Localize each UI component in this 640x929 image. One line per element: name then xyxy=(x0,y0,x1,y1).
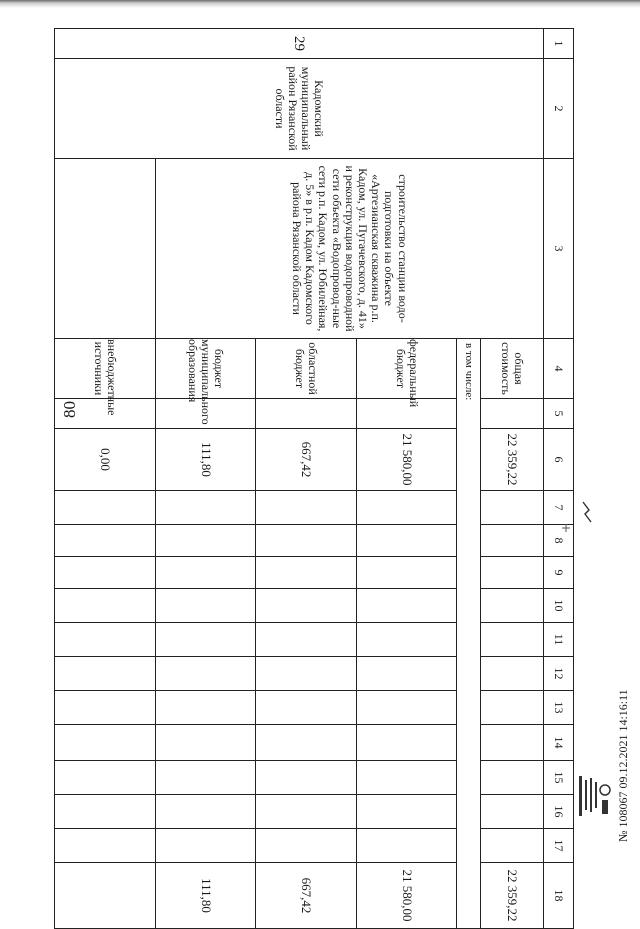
empty-cell xyxy=(481,691,543,725)
empty-cell xyxy=(356,491,457,525)
empty-cell xyxy=(155,829,256,863)
empty-cell xyxy=(356,589,457,623)
empty-cell xyxy=(55,725,156,761)
empty-cell xyxy=(481,761,543,795)
empty-cell xyxy=(481,623,543,657)
object-description: строительство станции водо-подготовки на объекте «Артезианская скважина р.п. Кадом, ул. Пугачевского, д. 41» и реконструкция водопроводной сети объекта «Водопровод-ные сети р.п. Кадом, ул. Юбилейная, д. 5» в р.п. Кадом Кадомского района Рязанской области xyxy=(155,159,543,339)
empty-cell xyxy=(481,795,543,829)
empty-cell xyxy=(256,525,357,557)
empty-cell xyxy=(356,525,457,557)
empty-cell xyxy=(356,829,457,863)
region-cell: Кадомский муниципальный район Рязанской области xyxy=(55,59,544,159)
registration-stamp: № 108067 09.12.2021 14:16:11 xyxy=(616,689,630,842)
empty-cell xyxy=(55,589,156,623)
scan-top-edge xyxy=(0,0,640,8)
col-num: 17 xyxy=(543,829,573,863)
col-num: 14 xyxy=(543,725,573,761)
empty-cell xyxy=(481,399,543,429)
col18-value: 21 580,00 xyxy=(356,863,457,929)
col-num: 9 xyxy=(543,557,573,589)
empty-cell xyxy=(55,829,156,863)
table-row xyxy=(55,29,156,929)
col-num: 7 xyxy=(543,491,573,525)
empty-cell xyxy=(256,399,357,429)
empty-cell xyxy=(55,159,156,339)
source-cell: общая стоимость xyxy=(481,339,543,399)
empty-cell xyxy=(256,589,357,623)
empty-cell xyxy=(155,589,256,623)
empty-cell xyxy=(481,725,543,761)
empty-cell xyxy=(55,657,156,691)
empty-cell xyxy=(55,691,156,725)
col18-value: 667,42 xyxy=(256,863,357,929)
col-num: 10 xyxy=(543,589,573,623)
empty-cell xyxy=(481,589,543,623)
table-row xyxy=(481,29,543,929)
col6-value: 667,42 xyxy=(256,429,357,491)
col6-value: 22 359,22 xyxy=(481,429,543,491)
empty-cell xyxy=(55,795,156,829)
col-num: 8 xyxy=(543,525,573,557)
col-num: 3 xyxy=(543,159,573,339)
empty-cell xyxy=(256,829,357,863)
column-number-row xyxy=(543,29,573,929)
program-table-wrapper xyxy=(54,28,574,922)
col6-value: 0,00 xyxy=(55,429,156,491)
col-num: 1 xyxy=(543,29,573,59)
empty-cell xyxy=(55,623,156,657)
col18-value: 22 359,22 xyxy=(481,863,543,929)
empty-cell xyxy=(55,525,156,557)
empty-cell xyxy=(55,491,156,525)
empty-cell xyxy=(155,557,256,589)
empty-cell xyxy=(256,725,357,761)
pen-mark xyxy=(580,500,594,524)
empty-cell xyxy=(55,761,156,795)
empty-cell xyxy=(155,623,256,657)
empty-cell xyxy=(256,795,357,829)
program-table xyxy=(54,28,574,929)
empty-cell xyxy=(256,557,357,589)
empty-cell xyxy=(256,691,357,725)
col-num: 16 xyxy=(543,795,573,829)
registry-seal-icon xyxy=(575,770,615,828)
col18-value xyxy=(55,863,156,929)
empty-cell xyxy=(256,623,357,657)
empty-cell xyxy=(155,657,256,691)
col18-value: 111,80 xyxy=(155,863,256,929)
col-num: 13 xyxy=(543,691,573,725)
empty-cell xyxy=(356,657,457,691)
empty-cell xyxy=(481,557,543,589)
col-num: 6 xyxy=(543,429,573,491)
empty-cell xyxy=(481,525,543,557)
empty-cell xyxy=(356,725,457,761)
empty-cell xyxy=(356,761,457,795)
empty-cell xyxy=(356,691,457,725)
col-num: 12 xyxy=(543,657,573,691)
col-num: 11 xyxy=(543,623,573,657)
empty-cell xyxy=(155,525,256,557)
source-cell: внебюджетные источники xyxy=(55,339,156,399)
page-number: 80 xyxy=(60,401,79,418)
source-cell: областной бюджет xyxy=(256,339,357,399)
col-num: 18 xyxy=(543,863,573,929)
col-num: 15 xyxy=(543,761,573,795)
empty-cell xyxy=(155,795,256,829)
empty-cell xyxy=(356,795,457,829)
col-num: 2 xyxy=(543,59,573,159)
empty-cell xyxy=(155,725,256,761)
col6-value: 21 580,00 xyxy=(356,429,457,491)
empty-cell xyxy=(356,557,457,589)
empty-cell xyxy=(155,491,256,525)
empty-cell xyxy=(256,491,357,525)
col6-value: 111,80 xyxy=(155,429,256,491)
source-cell: федеральный бюджет xyxy=(356,339,457,399)
empty-cell xyxy=(155,761,256,795)
empty-cell xyxy=(481,829,543,863)
empty-cell xyxy=(481,491,543,525)
row-number: 29 xyxy=(55,29,544,59)
empty-cell xyxy=(55,557,156,589)
empty-cell xyxy=(356,623,457,657)
empty-cell xyxy=(481,657,543,691)
empty-cell xyxy=(256,761,357,795)
empty-cell xyxy=(155,691,256,725)
col-num: 4 xyxy=(543,339,573,399)
empty-cell xyxy=(256,657,357,691)
source-cell: бюджет муниципального образования xyxy=(155,339,256,399)
pen-mark xyxy=(560,522,572,534)
col-num: 5 xyxy=(543,399,573,429)
in-total-label: в том числе: xyxy=(457,339,481,929)
